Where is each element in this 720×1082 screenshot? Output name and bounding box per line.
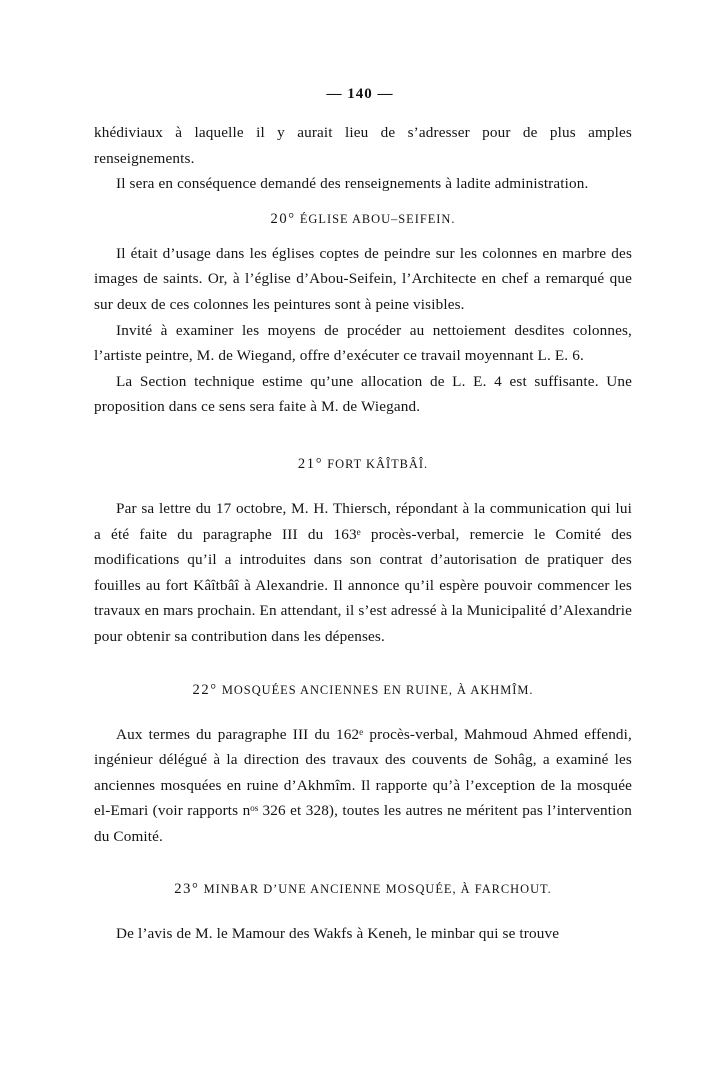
section-title-23: MINBAR D’UNE ANCIENNE MOSQUÉE, À FARCHOUT. — [203, 882, 552, 897]
paragraph-2: Il sera en conséquence demandé des renseignements à ladite administration. — [116, 175, 589, 193]
section-title-21: FORT KÂÎTBÂÎ. — [327, 456, 429, 471]
paragraph-1: khédiviaux à laquelle il y aurait lieu de s’adresser pour de plus amples renseignements. — [94, 124, 632, 167]
section-number-22: 22° — [192, 681, 218, 698]
page-number: — 140 — — [326, 86, 394, 102]
paragraph-4: Invité à examiner les moyens de procéder au nettoiement desdites colonnes, l’artiste peintre, M. de Wiegand, offre d’exécuter ce travail moyennant L. E. 6. — [94, 321, 632, 365]
section-title-22: MOSQUÉES ANCIENNES EN RUINE, À AKHMÎM. — [221, 682, 534, 697]
page-body — [94, 120, 632, 947]
spacer — [94, 420, 632, 454]
spacer — [94, 474, 632, 496]
paragraph-6: Par sa lettre du 17 octobre, M. H. Thiersch, répondant à la communication qui lui a été faite du paragraphe III du 163ᵉ procès-verbal, remercie le Comité des modifications qu’il a introduites dans son contrat d’autorisation de pratiquer des fouilles au fort Kâîtbâî à Alexandrie. Il annonce qu’il espère pouvoir commencer les travaux en mars prochain. En attendant, il s’est adressé à la Municipalité d’Alexandrie pour obtenir sa contribution dans les dépenses. — [94, 499, 632, 645]
section-number-21: 21° — [297, 455, 324, 472]
section-number-20: 20° — [270, 210, 296, 227]
section-heading-20 — [94, 209, 632, 229]
paragraph-3: Il était d’usage dans les églises coptes de peindre sur les colonnes en marbre des images de saints. Or, à l’église d’Abou-Seifein, l’Architecte en chef a remarqué que sur deux de ces colonnes les peintures sont à peine visibles. — [94, 244, 632, 313]
paragraph-8: De l’avis de M. le Mamour des Wakfs à Keneh, le minbar qui se trouve — [116, 925, 560, 943]
section-number-23: 23° — [174, 881, 200, 898]
section-heading-23 — [94, 879, 632, 899]
section-heading-22 — [94, 680, 632, 700]
spacer — [94, 849, 632, 879]
spacer — [94, 899, 632, 921]
paragraph-7: Aux termes du paragraphe III du 162ᵉ procès-verbal, Mahmoud Ahmed effendi, ingénieur délégué à la direction des travaux des couvents de Sohâg, a examiné les anciennes mosquées en ruine d’Akhmîm. Il rapporte qu’à l’exception de la mosquée el-Emari (voir rapports nᵒˢ 326 et 328), toutes les autres ne méritent pas l’intervention du Comité. — [94, 725, 632, 845]
section-title-20: ÉGLISE ABOU–SEIFEIN. — [299, 211, 456, 226]
spacer — [94, 229, 632, 241]
spacer — [94, 650, 632, 680]
spacer — [94, 197, 632, 209]
spacer — [94, 700, 632, 722]
paragraph-5: La Section technique estime qu’une allocation de L. E. 4 est suffisante. Une proposition dans ce sens sera faite à M. de Wiegand. — [94, 372, 632, 416]
section-heading-21 — [94, 454, 632, 474]
